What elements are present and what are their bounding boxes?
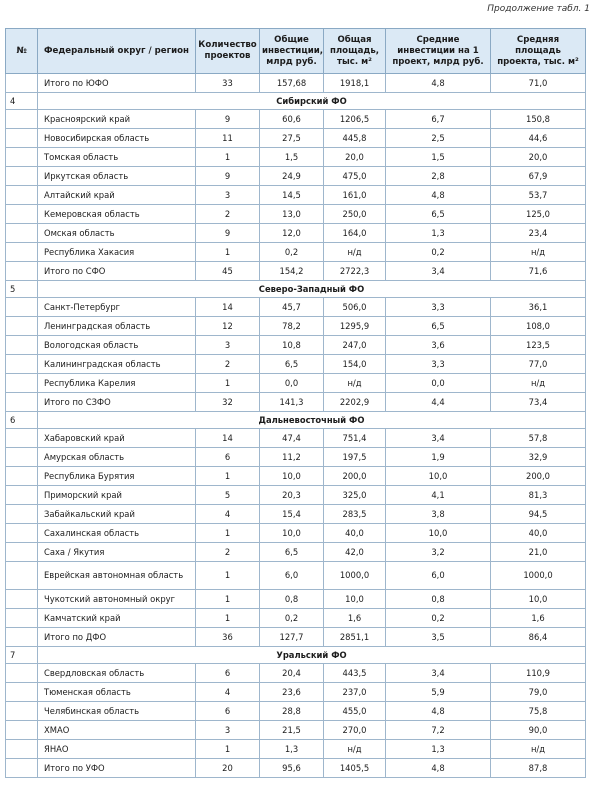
row-number-cell [6, 609, 38, 628]
region-name-cell: Омская область [38, 224, 196, 243]
total-investment-cell: 47,4 [260, 429, 324, 448]
total-area-cell: 154,0 [324, 355, 386, 374]
project-count-cell: 2 [196, 543, 260, 562]
table-row [6, 759, 586, 778]
project-count-cell: 9 [196, 110, 260, 129]
district-number: 5 [6, 281, 38, 298]
total-investment-cell: 20,4 [260, 664, 324, 683]
table-row [6, 262, 586, 281]
total-area-cell: 20,0 [324, 148, 386, 167]
avg-area-cell: 1000,0 [491, 562, 586, 590]
total-area-cell: 1918,1 [324, 74, 386, 93]
row-number-cell [6, 628, 38, 647]
total-area-cell: 237,0 [324, 683, 386, 702]
avg-investment-cell: 4,8 [386, 186, 491, 205]
header-total-investment: Общие инвестиции, млрд руб. [260, 29, 324, 74]
avg-investment-cell: 7,2 [386, 721, 491, 740]
avg-investment-cell: 2,5 [386, 129, 491, 148]
avg-area-cell: 86,4 [491, 628, 586, 647]
avg-investment-cell: 3,4 [386, 429, 491, 448]
project-count-cell: 4 [196, 683, 260, 702]
region-name-cell: Приморский край [38, 486, 196, 505]
project-count-cell: 1 [196, 740, 260, 759]
project-count-cell: 1 [196, 374, 260, 393]
row-number-cell [6, 205, 38, 224]
total-area-cell: н/д [324, 374, 386, 393]
table-row [6, 224, 586, 243]
avg-area-cell: 67,9 [491, 167, 586, 186]
region-name-cell: Саха / Якутия [38, 543, 196, 562]
row-number-cell [6, 759, 38, 778]
region-name-cell: ХМАО [38, 721, 196, 740]
avg-area-cell: 21,0 [491, 543, 586, 562]
header-project-count: Количество проектов [196, 29, 260, 74]
total-area-cell: 455,0 [324, 702, 386, 721]
table-row [6, 590, 586, 609]
project-count-cell: 9 [196, 224, 260, 243]
avg-area-cell: 200,0 [491, 467, 586, 486]
avg-investment-cell: 3,5 [386, 628, 491, 647]
project-count-cell: 4 [196, 505, 260, 524]
total-area-cell: 197,5 [324, 448, 386, 467]
table-row [6, 543, 586, 562]
table-header-row [6, 29, 586, 74]
avg-investment-cell: 1,9 [386, 448, 491, 467]
project-count-cell: 6 [196, 448, 260, 467]
region-name-cell: Итого по УФО [38, 759, 196, 778]
region-name-cell: Кемеровская область [38, 205, 196, 224]
total-area-cell: н/д [324, 740, 386, 759]
district-row [6, 281, 586, 298]
row-number-cell [6, 683, 38, 702]
row-number-cell [6, 374, 38, 393]
total-area-cell: 42,0 [324, 543, 386, 562]
row-number-cell [6, 429, 38, 448]
row-number-cell [6, 505, 38, 524]
total-investment-cell: 45,7 [260, 298, 324, 317]
avg-area-cell: 36,1 [491, 298, 586, 317]
avg-area-cell: 77,0 [491, 355, 586, 374]
total-investment-cell: 95,6 [260, 759, 324, 778]
total-investment-cell: 6,5 [260, 355, 324, 374]
row-number-cell [6, 317, 38, 336]
total-area-cell: 325,0 [324, 486, 386, 505]
region-name-cell: Калининградская область [38, 355, 196, 374]
avg-investment-cell: 3,2 [386, 543, 491, 562]
district-number: 4 [6, 93, 38, 110]
region-name-cell: Республика Хакасия [38, 243, 196, 262]
project-count-cell: 32 [196, 393, 260, 412]
avg-investment-cell: 0,8 [386, 590, 491, 609]
row-number-cell [6, 702, 38, 721]
table-row [6, 110, 586, 129]
row-number-cell [6, 393, 38, 412]
total-investment-cell: 0,0 [260, 374, 324, 393]
project-count-cell: 20 [196, 759, 260, 778]
district-name: Дальневосточный ФО [38, 412, 586, 429]
table-row [6, 448, 586, 467]
avg-investment-cell: 0,2 [386, 243, 491, 262]
project-count-cell: 3 [196, 336, 260, 355]
avg-area-cell: 125,0 [491, 205, 586, 224]
avg-investment-cell: 1,5 [386, 148, 491, 167]
table-row [6, 74, 586, 93]
table-row [6, 524, 586, 543]
avg-area-cell: 10,0 [491, 590, 586, 609]
district-row [6, 647, 586, 664]
table-row [6, 317, 586, 336]
total-investment-cell: 1,3 [260, 740, 324, 759]
region-name-cell: Сахалинская область [38, 524, 196, 543]
region-name-cell: Еврейская автономная область [38, 562, 196, 590]
total-area-cell: 164,0 [324, 224, 386, 243]
total-investment-cell: 154,2 [260, 262, 324, 281]
total-area-cell: 443,5 [324, 664, 386, 683]
region-name-cell: Хабаровский край [38, 429, 196, 448]
header-number: № [6, 29, 38, 74]
row-number-cell [6, 590, 38, 609]
avg-area-cell: н/д [491, 740, 586, 759]
table-row [6, 609, 586, 628]
avg-area-cell: н/д [491, 243, 586, 262]
project-count-cell: 14 [196, 429, 260, 448]
total-investment-cell: 11,2 [260, 448, 324, 467]
total-investment-cell: 127,7 [260, 628, 324, 647]
total-investment-cell: 1,5 [260, 148, 324, 167]
total-investment-cell: 6,0 [260, 562, 324, 590]
row-number-cell [6, 262, 38, 281]
region-name-cell: Итого по ДФО [38, 628, 196, 647]
project-count-cell: 3 [196, 186, 260, 205]
region-name-cell: Республика Карелия [38, 374, 196, 393]
table-row [6, 167, 586, 186]
total-area-cell: 270,0 [324, 721, 386, 740]
avg-investment-cell: 4,8 [386, 759, 491, 778]
region-name-cell: Томская область [38, 148, 196, 167]
row-number-cell [6, 186, 38, 205]
row-number-cell [6, 562, 38, 590]
avg-investment-cell: 1,3 [386, 224, 491, 243]
region-name-cell: Амурская область [38, 448, 196, 467]
total-investment-cell: 12,0 [260, 224, 324, 243]
total-area-cell: 1,6 [324, 609, 386, 628]
table-row [6, 374, 586, 393]
avg-area-cell: 20,0 [491, 148, 586, 167]
avg-investment-cell: 3,6 [386, 336, 491, 355]
table-row [6, 467, 586, 486]
project-count-cell: 3 [196, 721, 260, 740]
avg-investment-cell: 5,9 [386, 683, 491, 702]
table-row [6, 721, 586, 740]
avg-area-cell: 123,5 [491, 336, 586, 355]
region-name-cell: Вологодская область [38, 336, 196, 355]
table-row [6, 429, 586, 448]
region-name-cell: Ленинградская область [38, 317, 196, 336]
region-name-cell: Итого по СЗФО [38, 393, 196, 412]
avg-investment-cell: 10,0 [386, 524, 491, 543]
total-investment-cell: 6,5 [260, 543, 324, 562]
row-number-cell [6, 543, 38, 562]
total-investment-cell: 15,4 [260, 505, 324, 524]
total-area-cell: 445,8 [324, 129, 386, 148]
header-region: Федеральный округ / регион [38, 29, 196, 74]
table-row [6, 740, 586, 759]
total-investment-cell: 24,9 [260, 167, 324, 186]
district-number: 7 [6, 647, 38, 664]
total-area-cell: 2202,9 [324, 393, 386, 412]
total-area-cell: 40,0 [324, 524, 386, 543]
avg-investment-cell: 2,8 [386, 167, 491, 186]
region-name-cell: Иркутская область [38, 167, 196, 186]
total-area-cell: 200,0 [324, 467, 386, 486]
avg-area-cell: 108,0 [491, 317, 586, 336]
row-number-cell [6, 224, 38, 243]
table-row [6, 129, 586, 148]
region-name-cell: Камчатский край [38, 609, 196, 628]
avg-area-cell: 150,8 [491, 110, 586, 129]
avg-area-cell: 53,7 [491, 186, 586, 205]
table-row [6, 628, 586, 647]
investment-table [5, 28, 586, 778]
project-count-cell: 45 [196, 262, 260, 281]
avg-area-cell: 79,0 [491, 683, 586, 702]
table-row [6, 664, 586, 683]
region-name-cell: Красноярский край [38, 110, 196, 129]
total-investment-cell: 60,6 [260, 110, 324, 129]
table-row [6, 683, 586, 702]
avg-investment-cell: 0,2 [386, 609, 491, 628]
total-area-cell: 1000,0 [324, 562, 386, 590]
total-investment-cell: 10,0 [260, 467, 324, 486]
row-number-cell [6, 298, 38, 317]
table-row [6, 243, 586, 262]
header-avg-area: Средняя площадь проекта, тыс. м² [491, 29, 586, 74]
total-area-cell: 247,0 [324, 336, 386, 355]
project-count-cell: 33 [196, 74, 260, 93]
avg-area-cell: 44,6 [491, 129, 586, 148]
total-investment-cell: 141,3 [260, 393, 324, 412]
district-row [6, 412, 586, 429]
avg-area-cell: 75,8 [491, 702, 586, 721]
project-count-cell: 2 [196, 205, 260, 224]
avg-area-cell: 71,6 [491, 262, 586, 281]
total-area-cell: 161,0 [324, 186, 386, 205]
table-caption: Продолжение табл. 1 [487, 4, 590, 14]
avg-investment-cell: 4,8 [386, 74, 491, 93]
avg-investment-cell: 4,8 [386, 702, 491, 721]
project-count-cell: 12 [196, 317, 260, 336]
region-name-cell: Санкт-Петербург [38, 298, 196, 317]
table-row [6, 393, 586, 412]
district-name: Уральский ФО [38, 647, 586, 664]
avg-area-cell: 1,6 [491, 609, 586, 628]
row-number-cell [6, 167, 38, 186]
total-area-cell: 2851,1 [324, 628, 386, 647]
total-investment-cell: 21,5 [260, 721, 324, 740]
district-name: Сибирский ФО [38, 93, 586, 110]
row-number-cell [6, 740, 38, 759]
region-name-cell: Челябинская область [38, 702, 196, 721]
project-count-cell: 1 [196, 609, 260, 628]
avg-area-cell: 73,4 [491, 393, 586, 412]
header-avg-investment: Средние инвестиции на 1 проект, млрд руб. [386, 29, 491, 74]
total-investment-cell: 23,6 [260, 683, 324, 702]
total-area-cell: 250,0 [324, 205, 386, 224]
project-count-cell: 2 [196, 355, 260, 374]
avg-investment-cell: 3,4 [386, 664, 491, 683]
total-investment-cell: 157,68 [260, 74, 324, 93]
avg-area-cell: 81,3 [491, 486, 586, 505]
table-row [6, 702, 586, 721]
region-name-cell: Алтайский край [38, 186, 196, 205]
total-area-cell: 1295,9 [324, 317, 386, 336]
project-count-cell: 1 [196, 562, 260, 590]
total-investment-cell: 20,3 [260, 486, 324, 505]
table-row [6, 505, 586, 524]
total-area-cell: 751,4 [324, 429, 386, 448]
avg-area-cell: 40,0 [491, 524, 586, 543]
table-row [6, 298, 586, 317]
district-number: 6 [6, 412, 38, 429]
total-area-cell: 1405,5 [324, 759, 386, 778]
row-number-cell [6, 467, 38, 486]
total-area-cell: 10,0 [324, 590, 386, 609]
avg-investment-cell: 4,4 [386, 393, 491, 412]
region-name-cell: Тюменская область [38, 683, 196, 702]
total-investment-cell: 0,8 [260, 590, 324, 609]
total-area-cell: 283,5 [324, 505, 386, 524]
row-number-cell [6, 129, 38, 148]
avg-area-cell: н/д [491, 374, 586, 393]
project-count-cell: 9 [196, 167, 260, 186]
total-investment-cell: 0,2 [260, 609, 324, 628]
total-investment-cell: 0,2 [260, 243, 324, 262]
project-count-cell: 11 [196, 129, 260, 148]
total-investment-cell: 13,0 [260, 205, 324, 224]
project-count-cell: 1 [196, 467, 260, 486]
district-row [6, 93, 586, 110]
row-number-cell [6, 524, 38, 543]
total-investment-cell: 27,5 [260, 129, 324, 148]
district-name: Северо-Западный ФО [38, 281, 586, 298]
avg-investment-cell: 3,3 [386, 355, 491, 374]
avg-area-cell: 32,9 [491, 448, 586, 467]
avg-area-cell: 110,9 [491, 664, 586, 683]
avg-investment-cell: 6,7 [386, 110, 491, 129]
row-number-cell [6, 486, 38, 505]
avg-investment-cell: 3,8 [386, 505, 491, 524]
avg-investment-cell: 6,5 [386, 317, 491, 336]
project-count-cell: 14 [196, 298, 260, 317]
avg-area-cell: 87,8 [491, 759, 586, 778]
avg-investment-cell: 6,5 [386, 205, 491, 224]
total-investment-cell: 14,5 [260, 186, 324, 205]
project-count-cell: 1 [196, 243, 260, 262]
total-area-cell: 2722,3 [324, 262, 386, 281]
total-area-cell: 506,0 [324, 298, 386, 317]
table-body [6, 74, 586, 778]
row-number-cell [6, 336, 38, 355]
total-area-cell: н/д [324, 243, 386, 262]
avg-area-cell: 23,4 [491, 224, 586, 243]
project-count-cell: 6 [196, 702, 260, 721]
table-row [6, 562, 586, 590]
header-total-area: Общая площадь, тыс. м² [324, 29, 386, 74]
avg-area-cell: 71,0 [491, 74, 586, 93]
total-investment-cell: 28,8 [260, 702, 324, 721]
total-area-cell: 475,0 [324, 167, 386, 186]
table-row [6, 205, 586, 224]
table-row [6, 355, 586, 374]
total-area-cell: 1206,5 [324, 110, 386, 129]
row-number-cell [6, 74, 38, 93]
project-count-cell: 1 [196, 524, 260, 543]
region-name-cell: Республика Бурятия [38, 467, 196, 486]
project-count-cell: 1 [196, 148, 260, 167]
region-name-cell: Итого по СФО [38, 262, 196, 281]
table-row [6, 186, 586, 205]
avg-area-cell: 57,8 [491, 429, 586, 448]
total-investment-cell: 10,8 [260, 336, 324, 355]
table-row [6, 486, 586, 505]
avg-investment-cell: 6,0 [386, 562, 491, 590]
avg-investment-cell: 0,0 [386, 374, 491, 393]
region-name-cell: Итого по ЮФО [38, 74, 196, 93]
region-name-cell: Новосибирская область [38, 129, 196, 148]
project-count-cell: 5 [196, 486, 260, 505]
project-count-cell: 6 [196, 664, 260, 683]
table-row [6, 148, 586, 167]
row-number-cell [6, 148, 38, 167]
row-number-cell [6, 355, 38, 374]
region-name-cell: Забайкальский край [38, 505, 196, 524]
total-investment-cell: 10,0 [260, 524, 324, 543]
row-number-cell [6, 110, 38, 129]
region-name-cell: ЯНАО [38, 740, 196, 759]
region-name-cell: Чукотский автономный округ [38, 590, 196, 609]
total-investment-cell: 78,2 [260, 317, 324, 336]
region-name-cell: Свердловская область [38, 664, 196, 683]
avg-investment-cell: 1,3 [386, 740, 491, 759]
avg-area-cell: 94,5 [491, 505, 586, 524]
project-count-cell: 1 [196, 590, 260, 609]
row-number-cell [6, 721, 38, 740]
row-number-cell [6, 448, 38, 467]
row-number-cell [6, 664, 38, 683]
avg-investment-cell: 3,3 [386, 298, 491, 317]
table-row [6, 336, 586, 355]
avg-investment-cell: 10,0 [386, 467, 491, 486]
avg-investment-cell: 4,1 [386, 486, 491, 505]
avg-area-cell: 90,0 [491, 721, 586, 740]
project-count-cell: 36 [196, 628, 260, 647]
row-number-cell [6, 243, 38, 262]
avg-investment-cell: 3,4 [386, 262, 491, 281]
